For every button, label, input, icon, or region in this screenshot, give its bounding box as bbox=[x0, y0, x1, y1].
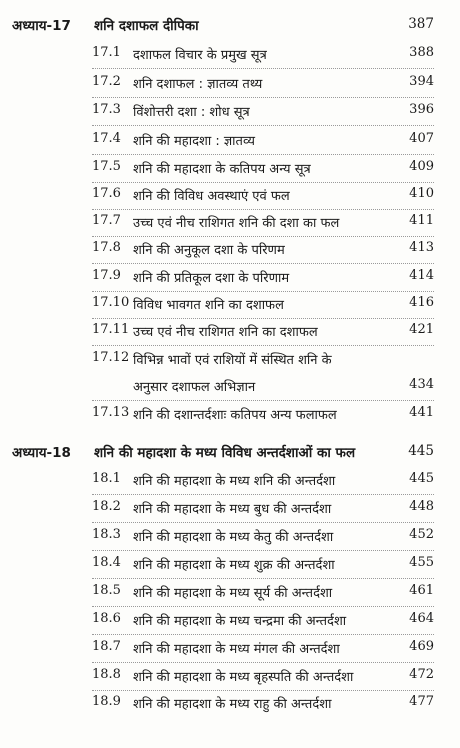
entry-page-number: 477 bbox=[409, 694, 434, 709]
chapter-page-number: 387 bbox=[408, 16, 434, 32]
dotted-divider bbox=[92, 494, 434, 495]
entry-title: शनि की अनुकूल दशा के परिणम bbox=[133, 243, 285, 258]
entry-title: दशाफल विचार के प्रमुख सूत्र bbox=[133, 48, 267, 63]
dotted-divider bbox=[92, 68, 434, 69]
entry-number: 18.9 bbox=[92, 694, 121, 709]
entry-page-number: 388 bbox=[409, 45, 434, 60]
entry-number: 17.8 bbox=[92, 240, 121, 255]
dotted-divider bbox=[92, 634, 434, 635]
entry-number: 17.12 bbox=[92, 350, 130, 365]
dotted-divider bbox=[92, 606, 434, 607]
entry-page-number: 452 bbox=[409, 527, 434, 542]
entry-number: 18.6 bbox=[92, 611, 121, 626]
entry-page-number: 421 bbox=[409, 322, 434, 337]
entry-number: 18.1 bbox=[92, 471, 121, 486]
entry-number: 18.5 bbox=[92, 583, 121, 598]
entry-title: शनि की विविध अवस्थाएं एवं फल bbox=[133, 189, 290, 204]
entry-number: 17.5 bbox=[92, 159, 121, 174]
entry-number: 17.3 bbox=[92, 102, 121, 117]
entry-page-number: 410 bbox=[409, 186, 434, 201]
entry-page-number: 441 bbox=[409, 405, 434, 420]
entry-title: शनि की महादशा : ज्ञातव्य bbox=[133, 134, 255, 149]
entry-title: विंशोत्तरी दशा : शोध सूत्र bbox=[133, 105, 250, 120]
chapter-title: शनि की महादशा के मध्य विविध अन्तर्दशाओं का फल bbox=[94, 445, 356, 461]
entry-title: शनि की महादशा के मध्य शनि की अन्तर्दशा bbox=[133, 474, 336, 489]
entry-title: शनि की महादशा के मध्य बृहस्पति की अन्तर्दशा bbox=[133, 670, 354, 685]
entry-title: शनि की महादशा के मध्य केतु की अन्तर्दशा bbox=[133, 530, 334, 545]
entry-page-number: 455 bbox=[409, 555, 434, 570]
entry-title: शनि की महादशा के मध्य शुक्र की अन्तर्दशा bbox=[133, 558, 335, 573]
entry-number: 17.13 bbox=[92, 405, 130, 420]
entry-title: शनि की महादशा के मध्य मंगल की अन्तर्दशा bbox=[133, 642, 340, 657]
dotted-divider bbox=[92, 578, 434, 579]
entry-number: 17.7 bbox=[92, 213, 121, 228]
entry-page-number: 394 bbox=[409, 74, 434, 89]
entry-number: 18.4 bbox=[92, 555, 121, 570]
dotted-divider bbox=[92, 345, 434, 346]
entry-number: 17.6 bbox=[92, 186, 121, 201]
entry-page-number: 411 bbox=[409, 213, 434, 228]
entry-title: विविध भावगत शनि का दशाफल bbox=[133, 298, 284, 313]
entry-title-continuation: अनुसार दशाफल अभिज्ञान bbox=[133, 380, 256, 395]
dotted-divider bbox=[92, 662, 434, 663]
entry-title: शनि की महादशा के कतिपय अन्य सूत्र bbox=[133, 162, 311, 177]
entry-title: शनि की महादशा के मध्य सूर्य की अन्तर्दशा bbox=[133, 586, 333, 601]
dotted-divider bbox=[92, 209, 434, 210]
entry-number: 17.1 bbox=[92, 45, 121, 60]
dotted-divider bbox=[92, 550, 434, 551]
chapter-page-number: 445 bbox=[408, 443, 434, 459]
dotted-divider bbox=[92, 522, 434, 523]
entry-page-number: 434 bbox=[409, 377, 434, 392]
entry-title: शनि की प्रतिकूल दशा के परिणाम bbox=[133, 271, 290, 286]
entry-title: शनि दशाफल : ज्ञातव्य तथ्य bbox=[133, 77, 263, 92]
entry-title: शनि की महादशा के मध्य बुध की अन्तर्दशा bbox=[133, 502, 332, 517]
entry-title: शनि की महादशा के मध्य चन्द्रमा की अन्तर्दशा bbox=[133, 614, 347, 629]
entry-number: 18.2 bbox=[92, 499, 121, 514]
entry-number: 18.7 bbox=[92, 639, 121, 654]
chapter-label: अध्याय-17 bbox=[12, 18, 71, 34]
dotted-divider bbox=[92, 97, 434, 98]
entry-title: शनि की दशान्तर्दशाः कतिपय अन्य फलाफल bbox=[133, 408, 337, 423]
dotted-divider bbox=[92, 154, 434, 155]
dotted-divider bbox=[92, 263, 434, 264]
dotted-divider bbox=[92, 400, 434, 401]
entry-page-number: 416 bbox=[409, 295, 434, 310]
chapter-label: अध्याय-18 bbox=[12, 445, 71, 461]
entry-page-number: 464 bbox=[409, 611, 434, 626]
dotted-divider bbox=[92, 690, 434, 691]
entry-title: उच्च एवं नीच राशिगत शनि की दशा का फल bbox=[133, 216, 340, 231]
dotted-divider bbox=[92, 236, 434, 237]
dotted-divider bbox=[92, 318, 434, 319]
entry-page-number: 413 bbox=[409, 240, 434, 255]
entry-page-number: 414 bbox=[409, 268, 434, 283]
entry-number: 18.8 bbox=[92, 667, 121, 682]
entry-number: 17.10 bbox=[92, 295, 130, 310]
dotted-divider bbox=[92, 182, 434, 183]
entry-title: शनि की महादशा के मध्य राहु की अन्तर्दशा bbox=[133, 697, 332, 712]
entry-number: 17.4 bbox=[92, 131, 121, 146]
dotted-divider bbox=[92, 125, 434, 126]
entry-number: 18.3 bbox=[92, 527, 121, 542]
entry-page-number: 461 bbox=[409, 583, 434, 598]
entry-page-number: 407 bbox=[409, 131, 434, 146]
entry-page-number: 396 bbox=[409, 102, 434, 117]
chapter-title: शनि दशाफल दीपिका bbox=[94, 18, 199, 34]
entry-number: 17.2 bbox=[92, 74, 121, 89]
entry-title: उच्च एवं नीच राशिगत शनि का दशाफल bbox=[133, 325, 318, 340]
entry-number: 17.11 bbox=[92, 322, 130, 337]
entry-page-number: 472 bbox=[409, 667, 434, 682]
entry-page-number: 469 bbox=[409, 639, 434, 654]
entry-page-number: 448 bbox=[409, 499, 434, 514]
entry-title: विभिन्न भावों एवं राशियों में संस्थित शनि के bbox=[133, 353, 332, 368]
dotted-divider bbox=[92, 291, 434, 292]
entry-page-number: 445 bbox=[409, 471, 434, 486]
entry-number: 17.9 bbox=[92, 268, 121, 283]
entry-page-number: 409 bbox=[409, 159, 434, 174]
